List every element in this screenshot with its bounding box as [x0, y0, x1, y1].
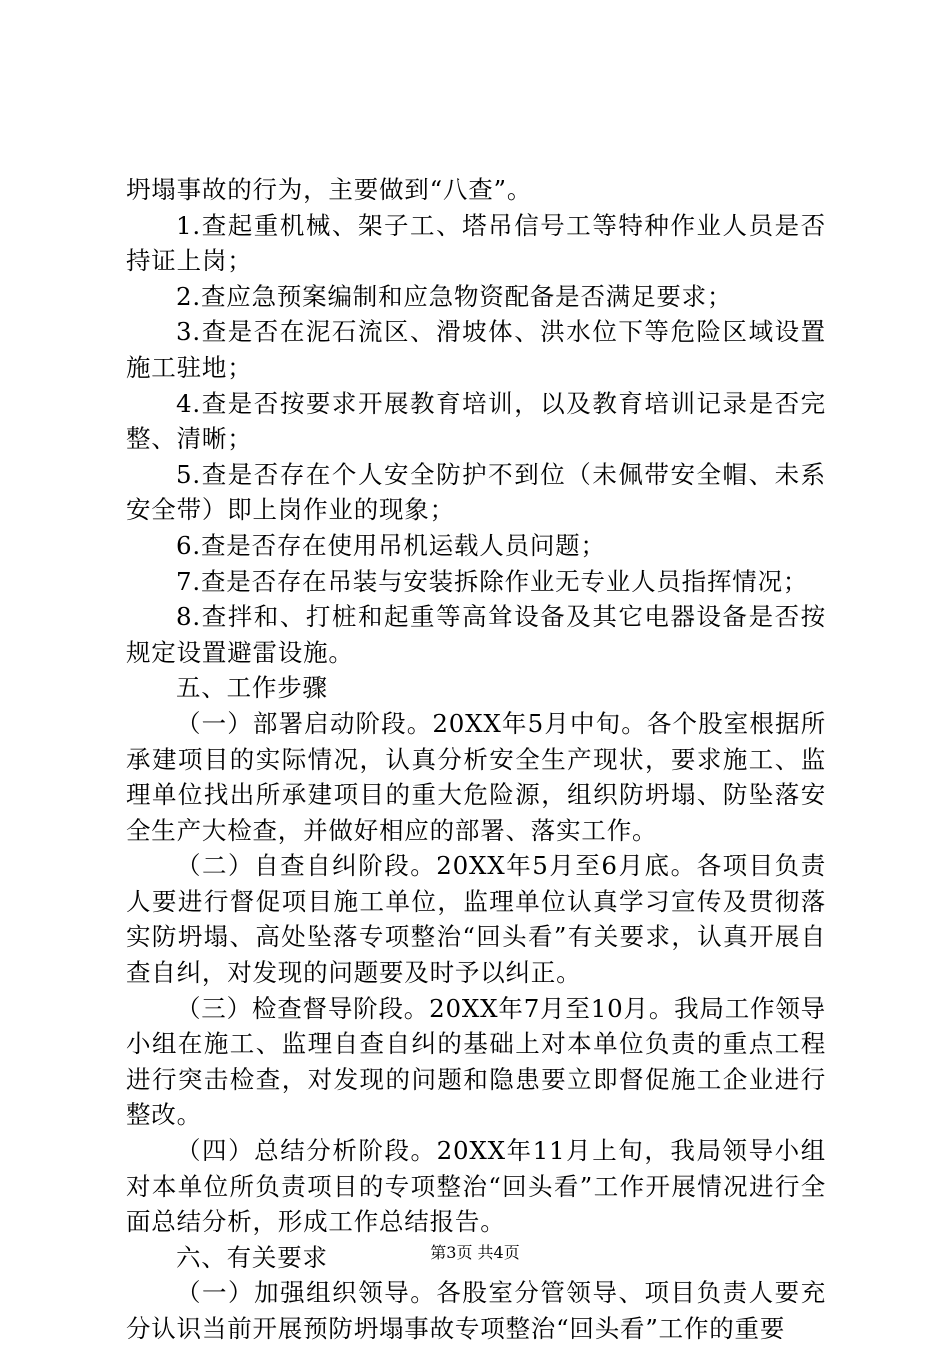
- paragraph: （三）检查督导阶段。20XX年7月至10月。我局工作领导小组在施工、监理自查自纠的基础上对本单位负责的重点工程进行突击检查，对发现的问题和隐患要立即督促施工企业进行整改。: [126, 993, 826, 1130]
- paragraph: 6.查是否存在使用吊机运载人员问题；: [176, 530, 606, 560]
- paragraph: 坍塌事故的行为，主要做到“八查”。: [126, 175, 533, 204]
- paragraph: 2.查应急预案编制和应急物资配备是否满足要求；: [176, 281, 733, 311]
- paragraph: （一）加强组织领导。各股室分管领导、项目负责人要充分认识当前开展预防坍塌事故专项整治“回头看”工作的重要: [126, 1278, 826, 1343]
- paragraph: 8.查拌和、打桩和起重等高耸设备及其它电器设备是否按规定设置避雷设施。: [126, 602, 826, 667]
- paragraph: 1.查起重机械、架子工、塔吊信号工等特种作业人员是否持证上岗；: [126, 210, 826, 276]
- paragraph: 3.查是否在泥石流区、滑坡体、洪水位下等危险区域设置施工驻地；: [126, 317, 826, 382]
- paragraph: 5.查是否存在个人安全防护不到位（未佩带安全帽、未系安全带）即上岗作业的现象；: [126, 459, 826, 525]
- section-heading: 六、有关要求: [176, 1242, 328, 1272]
- paragraph: （四）总结分析阶段。20XX年11月上旬，我局领导小组对本单位所负责项目的专项整治“回头看”工作开展情况进行全面总结分析，形成工作总结报告。: [126, 1136, 826, 1237]
- document-body: [126, 172, 826, 1347]
- paragraph: 4.查是否按要求开展教育培训，以及教育培训记录是否完整、清晰；: [126, 388, 826, 454]
- paragraph: 7.查是否存在吊装与安装拆除作业无专业人员指挥情况；: [176, 566, 809, 596]
- paragraph: （二）自查自纠阶段。20XX年5月至6月底。各项目负责人要进行督促项目施工单位，监理单位认真学习宣传及贯彻落实防坍塌、高处坠落专项整治“回头看”有关要求，认真开展自查自纠，对发现的问题要及时予以纠正。: [126, 851, 826, 988]
- page-footer: [0, 1243, 950, 1263]
- page-number-label: 第3页 共4页: [430, 1243, 520, 1262]
- paragraph: （一）部署启动阶段。20XX年5月中旬。各个股室根据所承建项目的实际情况，认真分析安全生产现状，要求施工、监理单位找出所承建项目的重大危险源，组织防坍塌、防坠落安全生产大检查，并做好相应的部署、落实工作。: [126, 708, 826, 845]
- section-heading: 五、工作步骤: [176, 673, 328, 703]
